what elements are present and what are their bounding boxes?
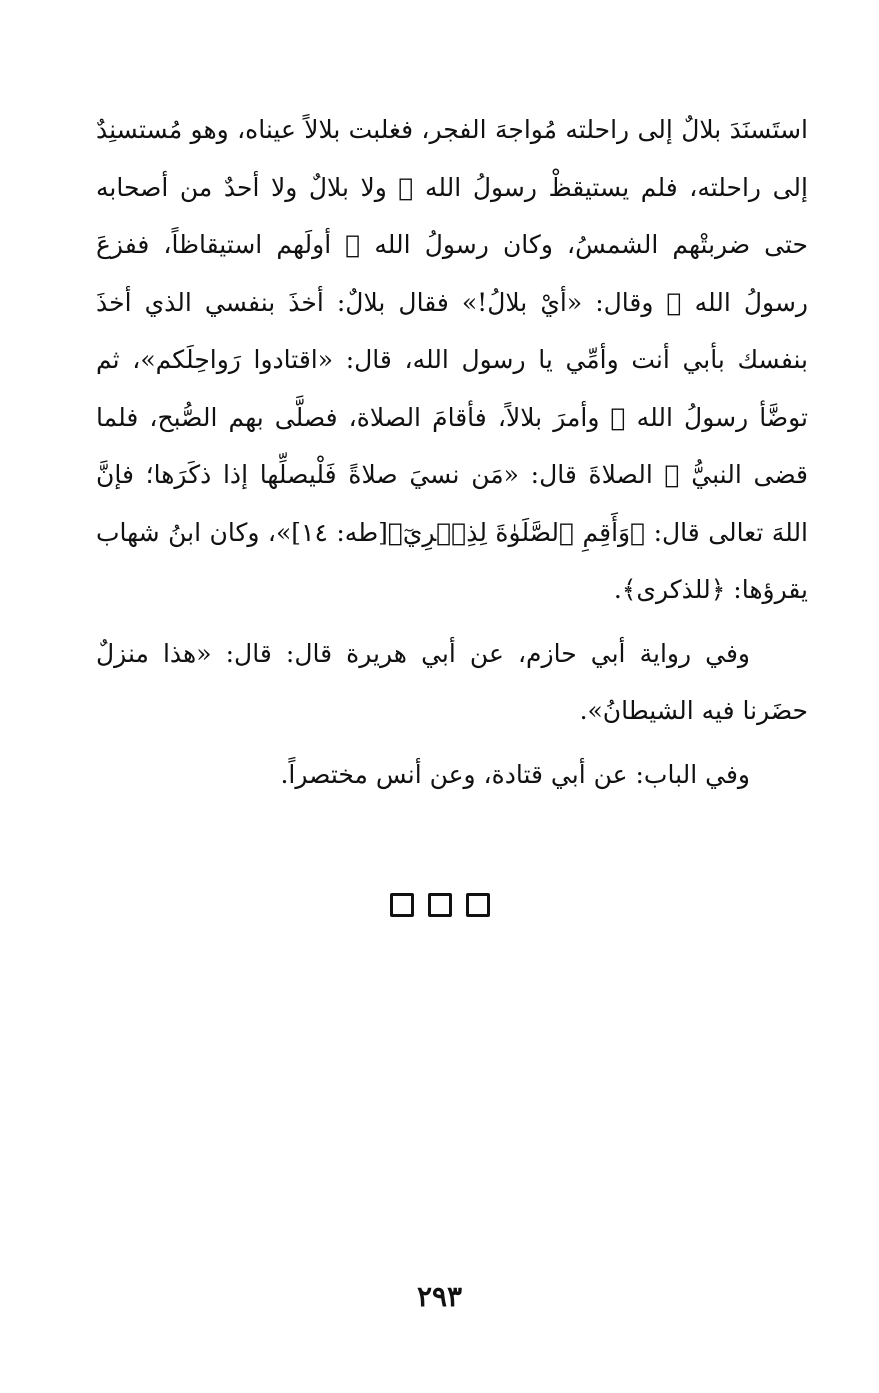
body-text — [96, 101, 808, 803]
page-number: ٢٩٣ — [416, 1280, 463, 1313]
paragraph-abu-hazim-narration: وفي رواية أبي حازم، عن أبي هريرة قال: قال: «هذا منزلٌ حضَرنا فيه الشيطانُ». — [96, 638, 808, 725]
ornament-square-icon — [466, 893, 490, 917]
ornament-square-icon — [428, 893, 452, 917]
paragraph-hadith-narrative: استَسنَدَ بلالٌ إلى راحلته مُواجهَ الفجر، فغلبت بلالاً عيناه، وهو مُستسنِدٌ إلى راحلته، فلم يستيقظْ رسولُ الله ﷺ ولا بلالٌ ولا أحدٌ من أصحابه حتى ضربتْهم الشمسُ، وكان رسولُ الله ﷺ أولَهم استيقاظاً، ففزعَ رسولُ الله ﷺ وقال: «أيْ بلالُ!» فقال بلالٌ: أخذَ بنفسي الذي أخذَ بنفسك بأبي أنت وأمِّي يا رسول الله، قال: «اقتادوا رَواحِلَكم»، ثم توضَّأ رسولُ الله ﷺ وأمرَ بلالاً، فأقامَ الصلاة، فصلَّى بهم الصُّبح، فلما قضى النبيُّ ﷺ الصلاةَ قال: «مَن نسيَ صلاةً فَلْيصلِّها إذا ذكَرَها؛ فإنَّ اللهَ تعالى قال: ﴿وَأَقِمِ ٱلصَّلَوٰةَ لِذِكۡرِيٓ﴾[طه: ١٤]»، وكان ابنُ شهاب يقرؤها: ﴿للذكرى﴾. — [96, 115, 809, 604]
paragraph-chapter-note: وفي الباب: عن أبي قتادة، وعن أنس مختصراً. — [280, 759, 750, 789]
ornament-square-icon — [390, 893, 414, 917]
section-end-ornament — [0, 893, 879, 917]
